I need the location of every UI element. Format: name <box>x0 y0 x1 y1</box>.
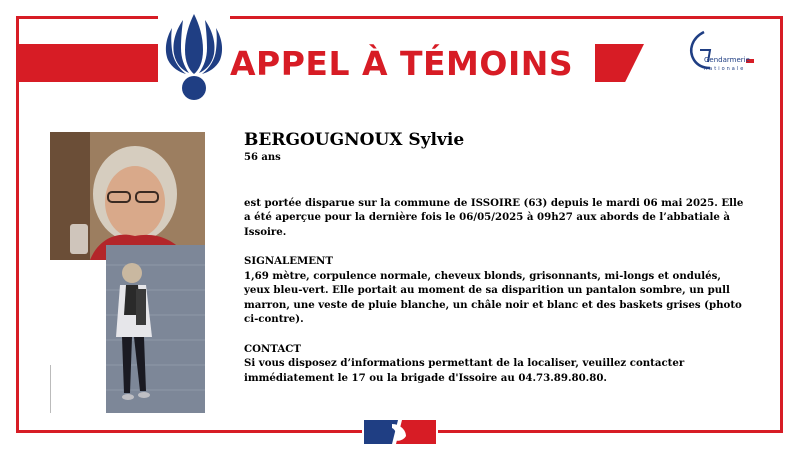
signalement-text: 1,69 mètre, corpulence normale, cheveux blonds, grisonnants, mi-longs et ondulés, yeux bleu-vert. Elle portait au moment de sa disparition un pantalon sombre, un pull marron, une veste de pluie blanche, un châle noir et blanc et des baskets grises (photo ci-contre). <box>244 269 742 325</box>
gendarmerie-flame-icon <box>158 10 230 102</box>
divider-line <box>50 365 51 413</box>
gendarmerie-logo-icon <box>682 28 762 80</box>
marianne-logo-icon <box>362 418 438 446</box>
contact-text: Si vous disposez d’informations permettant de la localiser, veuillez contacter immédiatement le 17 ou la brigade d'Issoire au 04.73.89.80.80. <box>244 357 685 384</box>
signalement-heading: SIGNALEMENT <box>244 255 333 267</box>
notice-content <box>244 130 744 400</box>
gendarmerie-logo-name: Gendarmerie <box>704 56 750 64</box>
person-name: BERGOUGNOUX Sylvie <box>244 130 465 150</box>
full-body-photo <box>106 245 205 413</box>
person-age: 56 ans <box>244 152 281 163</box>
title-box <box>230 40 595 86</box>
page-title: APPEL À TÉMOINS <box>230 43 574 83</box>
contact-heading: CONTACT <box>244 342 301 355</box>
portrait-photo <box>50 132 205 260</box>
gendarmerie-logo-subtitle: nationale <box>704 66 746 72</box>
disappearance-description: est portée disparue sur la commune de ISSOIRE (63) depuis le mardi 06 mai 2025. Elle a été aperçue pour la dernière fois le 06/05/2025 à 09h27 aux abords de l’abbatiale à Issoire. <box>244 196 744 238</box>
